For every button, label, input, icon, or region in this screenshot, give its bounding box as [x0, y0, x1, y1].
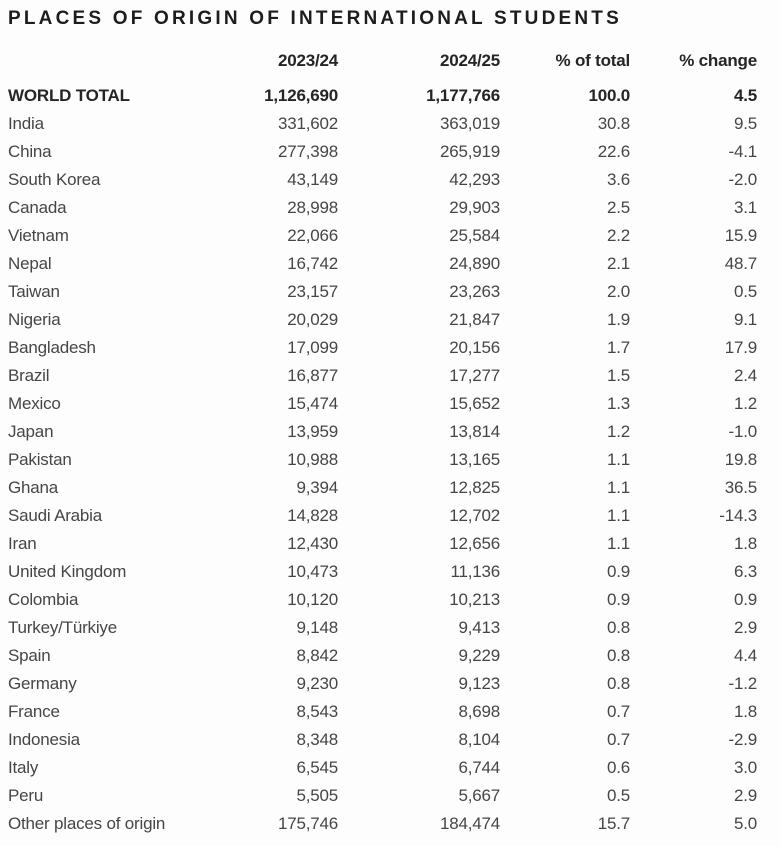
table-row — [8, 474, 757, 502]
cell-2023-24: 20,029 — [287, 310, 338, 329]
cell-pct-change: 36.5 — [724, 478, 757, 497]
row-label: Vietnam — [8, 226, 69, 245]
row-label: Spain — [8, 646, 51, 665]
cell-2023-24: 43,149 — [287, 170, 338, 189]
table-row — [8, 754, 757, 782]
cell-2024-25: 10,213 — [449, 590, 500, 609]
cell-pct-of-total: 0.8 — [606, 618, 630, 637]
cell-pct-of-total: 1.1 — [606, 450, 630, 469]
cell-2023-24: 277,398 — [277, 142, 338, 161]
cell-pct-of-total: 1.9 — [606, 310, 630, 329]
table-row — [8, 810, 757, 838]
cell-2024-25: 1,177,766 — [426, 86, 500, 105]
header-row — [8, 30, 757, 82]
cell-pct-change: -1.2 — [728, 674, 757, 693]
cell-2023-24: 331,602 — [277, 114, 338, 133]
cell-pct-of-total: 22.6 — [597, 142, 630, 161]
cell-2023-24: 14,828 — [287, 506, 338, 525]
cell-pct-of-total: 0.8 — [606, 674, 630, 693]
row-label: Pakistan — [8, 450, 72, 469]
cell-pct-of-total: 15.7 — [597, 814, 630, 833]
cell-2024-25: 6,744 — [458, 758, 500, 777]
cell-pct-of-total: 0.9 — [606, 590, 630, 609]
cell-pct-change: 1.8 — [733, 534, 757, 553]
cell-2023-24: 1,126,690 — [264, 86, 338, 105]
cell-pct-change: -1.0 — [728, 422, 757, 441]
row-label: Peru — [8, 786, 44, 805]
column-header-2024-25: 2024/25 — [439, 51, 500, 70]
cell-2024-25: 20,156 — [449, 338, 500, 357]
column-header-pct-change: % change — [679, 51, 757, 70]
cell-pct-change: -2.0 — [728, 170, 757, 189]
table-row — [8, 558, 757, 586]
row-label: Ghana — [8, 478, 59, 497]
cell-2023-24: 13,959 — [287, 422, 338, 441]
cell-pct-change: 17.9 — [724, 338, 757, 357]
cell-pct-of-total: 0.7 — [606, 730, 630, 749]
table-row — [8, 782, 757, 810]
row-label: Brazil — [8, 366, 50, 385]
cell-2024-25: 25,584 — [449, 226, 500, 245]
table-row — [8, 446, 757, 474]
cell-2024-25: 21,847 — [449, 310, 500, 329]
cell-2024-25: 12,825 — [449, 478, 500, 497]
row-label: Turkey/Türkiye — [8, 618, 117, 637]
cell-pct-of-total: 2.5 — [606, 198, 630, 217]
row-label: France — [8, 702, 60, 721]
cell-2023-24: 175,746 — [277, 814, 338, 833]
cell-2024-25: 8,698 — [458, 702, 500, 721]
cell-pct-of-total: 1.3 — [606, 394, 630, 413]
cell-2024-25: 9,229 — [458, 646, 500, 665]
cell-pct-change: -4.1 — [728, 142, 757, 161]
cell-pct-change: -14.3 — [719, 506, 757, 525]
row-label: Bangladesh — [8, 338, 96, 357]
cell-2023-24: 22,066 — [287, 226, 338, 245]
cell-2024-25: 13,165 — [449, 450, 500, 469]
cell-2023-24: 23,157 — [287, 282, 338, 301]
cell-2023-24: 28,998 — [287, 198, 338, 217]
row-label: WORLD TOTAL — [8, 86, 130, 105]
cell-2023-24: 8,348 — [296, 730, 338, 749]
cell-pct-change: -2.9 — [728, 730, 757, 749]
cell-2023-24: 8,842 — [296, 646, 338, 665]
cell-pct-of-total: 0.5 — [606, 786, 630, 805]
cell-2023-24: 17,099 — [287, 338, 338, 357]
row-label: Mexico — [8, 394, 61, 413]
cell-2024-25: 29,903 — [449, 198, 500, 217]
cell-pct-change: 4.5 — [733, 86, 757, 105]
row-label: India — [8, 114, 44, 133]
table-row — [8, 222, 757, 250]
world-total-row — [8, 82, 757, 110]
table-row — [8, 614, 757, 642]
table-row — [8, 418, 757, 446]
cell-2023-24: 10,988 — [287, 450, 338, 469]
cell-pct-change: 1.2 — [733, 394, 757, 413]
cell-pct-change: 3.0 — [733, 758, 757, 777]
cell-pct-change: 0.5 — [733, 282, 757, 301]
row-label: Nigeria — [8, 310, 61, 329]
table-row — [8, 698, 757, 726]
cell-pct-of-total: 1.1 — [606, 478, 630, 497]
cell-2023-24: 9,230 — [296, 674, 338, 693]
table-row — [8, 194, 757, 222]
column-header-pct-of-total: % of total — [555, 51, 630, 70]
table-row — [8, 390, 757, 418]
row-label: Nepal — [8, 254, 52, 273]
cell-pct-of-total: 2.0 — [606, 282, 630, 301]
cell-pct-of-total: 1.2 — [606, 422, 630, 441]
table-row — [8, 726, 757, 754]
cell-pct-change: 48.7 — [724, 254, 757, 273]
cell-2023-24: 9,394 — [296, 478, 338, 497]
cell-2024-25: 184,474 — [439, 814, 500, 833]
cell-pct-change: 0.9 — [733, 590, 757, 609]
cell-pct-change: 19.8 — [724, 450, 757, 469]
cell-pct-change: 6.3 — [733, 562, 757, 581]
cell-2023-24: 10,120 — [287, 590, 338, 609]
cell-pct-change: 4.4 — [733, 646, 757, 665]
cell-2023-24: 10,473 — [287, 562, 338, 581]
cell-pct-of-total: 2.1 — [606, 254, 630, 273]
cell-2024-25: 24,890 — [449, 254, 500, 273]
table-row — [8, 138, 757, 166]
cell-pct-change: 2.4 — [733, 366, 757, 385]
table-row — [8, 670, 757, 698]
row-label: China — [8, 142, 52, 161]
cell-2024-25: 8,104 — [458, 730, 500, 749]
cell-2024-25: 23,263 — [449, 282, 500, 301]
cell-pct-of-total: 2.2 — [606, 226, 630, 245]
row-label: Canada — [8, 198, 67, 217]
page-title: PLACES OF ORIGIN OF INTERNATIONAL STUDENTS — [8, 8, 622, 29]
row-label: Japan — [8, 422, 54, 441]
cell-pct-of-total: 30.8 — [597, 114, 630, 133]
row-label: United Kingdom — [8, 562, 127, 581]
cell-pct-of-total: 0.7 — [606, 702, 630, 721]
cell-2024-25: 12,702 — [449, 506, 500, 525]
table-row — [8, 642, 757, 670]
cell-pct-change: 2.9 — [733, 618, 757, 637]
cell-2023-24: 6,545 — [296, 758, 338, 777]
cell-2024-25: 12,656 — [449, 534, 500, 553]
table-row — [8, 502, 757, 530]
column-header-2023-24: 2023/24 — [277, 51, 338, 70]
row-label: Saudi Arabia — [8, 506, 103, 525]
table-row — [8, 362, 757, 390]
row-label: Italy — [8, 758, 39, 777]
table-row — [8, 586, 757, 614]
cell-pct-of-total: 0.8 — [606, 646, 630, 665]
cell-2024-25: 42,293 — [449, 170, 500, 189]
cell-2024-25: 9,413 — [458, 618, 500, 637]
table-body — [8, 82, 757, 838]
table-row — [8, 166, 757, 194]
cell-pct-change: 9.1 — [733, 310, 757, 329]
table-row — [8, 334, 757, 362]
cell-pct-of-total: 1.1 — [606, 534, 630, 553]
cell-2023-24: 9,148 — [296, 618, 338, 637]
table-row — [8, 530, 757, 558]
table-row — [8, 110, 757, 138]
cell-2024-25: 11,136 — [450, 562, 500, 581]
row-label: Germany — [8, 674, 77, 693]
cell-pct-of-total: 1.7 — [606, 338, 630, 357]
cell-pct-of-total: 0.9 — [606, 562, 630, 581]
row-label: Taiwan — [8, 282, 60, 301]
cell-2023-24: 16,877 — [287, 366, 338, 385]
cell-pct-change: 5.0 — [733, 814, 757, 833]
cell-2023-24: 8,543 — [296, 702, 338, 721]
cell-2024-25: 9,123 — [458, 674, 500, 693]
table-row — [8, 250, 757, 278]
cell-2023-24: 16,742 — [287, 254, 338, 273]
cell-pct-of-total: 0.6 — [606, 758, 630, 777]
cell-2024-25: 13,814 — [449, 422, 500, 441]
cell-2024-25: 15,652 — [449, 394, 500, 413]
cell-pct-change: 3.1 — [733, 198, 757, 217]
row-label: Other places of origin — [8, 814, 166, 833]
cell-2023-24: 5,505 — [296, 786, 338, 805]
row-label: Iran — [8, 534, 37, 553]
cell-pct-of-total: 100.0 — [588, 86, 630, 105]
cell-pct-change: 2.9 — [733, 786, 757, 805]
cell-pct-of-total: 1.5 — [606, 366, 630, 385]
table-row — [8, 306, 757, 334]
cell-pct-change: 1.8 — [733, 702, 757, 721]
origins-table — [8, 30, 757, 838]
cell-pct-of-total: 1.1 — [606, 506, 630, 525]
cell-pct-change: 9.5 — [733, 114, 757, 133]
cell-2024-25: 5,667 — [458, 786, 500, 805]
row-label: South Korea — [8, 170, 101, 189]
cell-2024-25: 265,919 — [439, 142, 500, 161]
cell-2023-24: 12,430 — [287, 534, 338, 553]
cell-pct-of-total: 3.6 — [606, 170, 630, 189]
cell-2023-24: 15,474 — [287, 394, 338, 413]
cell-2024-25: 17,277 — [449, 366, 500, 385]
cell-2024-25: 363,019 — [439, 114, 500, 133]
table-row — [8, 278, 757, 306]
cell-pct-change: 15.9 — [724, 226, 757, 245]
row-label: Indonesia — [8, 730, 80, 749]
row-label: Colombia — [8, 590, 79, 609]
column-header-place — [8, 30, 188, 82]
